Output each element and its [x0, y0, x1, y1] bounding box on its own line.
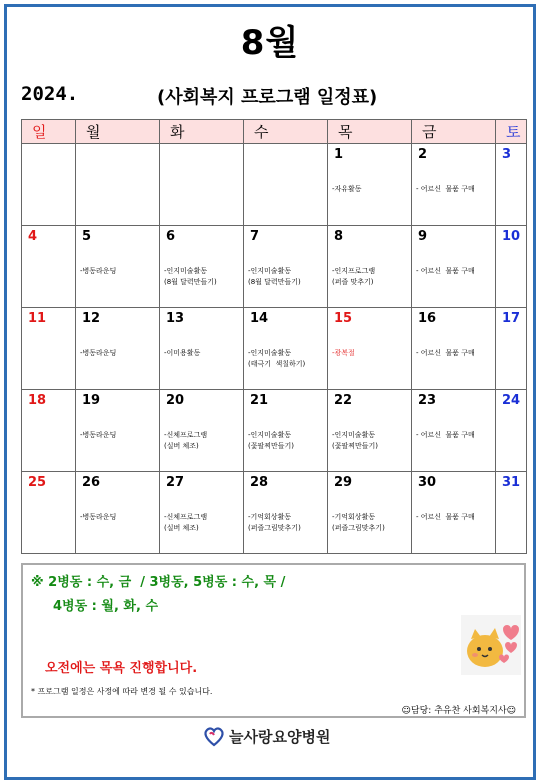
calendar-day-cell — [160, 308, 244, 390]
day-number: 1 — [334, 147, 344, 162]
day-number: 10 — [502, 229, 521, 244]
day-event: -인지미술활동 (8월 달력만들기) — [248, 267, 301, 286]
calendar-day-cell — [412, 472, 496, 554]
weekday-header-row — [22, 120, 527, 144]
calendar-day-cell — [412, 226, 496, 308]
day-number: 27 — [166, 475, 185, 490]
calendar-day-cell — [76, 390, 160, 472]
day-number: 14 — [250, 311, 269, 326]
day-number: 18 — [28, 393, 47, 408]
day-number: 9 — [418, 229, 428, 244]
day-event: - 어르신 물품 구매 — [416, 431, 475, 439]
calendar-week-row — [22, 226, 527, 308]
day-event: -신체프로그램 (실버 체조) — [164, 513, 208, 532]
day-number: 8 — [334, 229, 344, 244]
calendar-table — [21, 119, 527, 554]
calendar-week-row — [22, 308, 527, 390]
day-event: -기억회상활동 (퍼즐그림맞추기) — [332, 513, 385, 532]
calendar-day-cell — [244, 390, 328, 472]
weekday-fri: 금 — [412, 120, 496, 144]
day-number: 12 — [82, 311, 101, 326]
day-number: 15 — [334, 311, 353, 326]
day-event: -병동라운딩 — [80, 267, 117, 275]
day-number: 4 — [28, 229, 38, 244]
weekday-sun: 일 — [22, 120, 76, 144]
day-number: 31 — [502, 475, 521, 490]
heart-logo-icon — [203, 725, 225, 747]
hospital-logo — [203, 724, 353, 748]
day-event: -이미용활동 — [164, 349, 201, 357]
day-number: 17 — [502, 311, 521, 326]
calendar-day-cell — [22, 390, 76, 472]
calendar-day-cell — [328, 472, 412, 554]
calendar-week-row — [22, 390, 527, 472]
day-number: 25 — [28, 475, 47, 490]
calendar-day-cell — [496, 144, 527, 226]
cartoon-character-sticker-icon — [461, 615, 521, 675]
day-event: -광복절 — [332, 349, 355, 357]
day-number: 22 — [334, 393, 353, 408]
day-event: - 어르신 물품 구매 — [416, 513, 475, 521]
calendar-day-cell — [160, 390, 244, 472]
ward-schedule-line1: ※ 2병동 : 수, 금 / 3병동, 5병동 : 수, 목 / — [31, 575, 286, 590]
day-event: -인지미술활동 (꽃팔찌만들기) — [248, 431, 295, 450]
calendar-day-cell — [496, 226, 527, 308]
calendar-day-cell — [412, 308, 496, 390]
day-event: - 어르신 물품 구매 — [416, 185, 475, 193]
calendar-day-cell — [412, 390, 496, 472]
year-label: 2024. — [21, 83, 79, 105]
calendar-day-cell — [244, 308, 328, 390]
calendar-week-row — [22, 144, 527, 226]
calendar-day-cell — [496, 390, 527, 472]
calendar-day-cell — [22, 144, 76, 226]
day-event: -병동라운딩 — [80, 431, 117, 439]
hospital-name: 늘사랑요양병원 — [229, 727, 331, 746]
day-event: -기억회상활동 (퍼즐그림맞추기) — [248, 513, 301, 532]
calendar-day-cell — [76, 144, 160, 226]
calendar-day-cell — [244, 226, 328, 308]
day-number: 13 — [166, 311, 185, 326]
day-number: 2 — [418, 147, 428, 162]
calendar-week-row — [22, 472, 527, 554]
weekday-mon: 월 — [76, 120, 160, 144]
calendar-day-cell — [244, 472, 328, 554]
weekday-tue: 화 — [160, 120, 244, 144]
day-number: 30 — [418, 475, 437, 490]
day-number: 26 — [82, 475, 101, 490]
day-number: 11 — [28, 311, 47, 326]
notes-box — [21, 563, 526, 718]
day-event: -인지미술활동 (태극기 색칠하기) — [248, 349, 306, 368]
day-number: 20 — [166, 393, 185, 408]
day-number: 7 — [250, 229, 260, 244]
calendar-day-cell — [496, 308, 527, 390]
day-event: -인지프로그램 (퍼즐 맞추기) — [332, 267, 376, 286]
day-number: 29 — [334, 475, 353, 490]
day-number: 21 — [250, 393, 269, 408]
day-number: 24 — [502, 393, 521, 408]
day-event: - 어르신 물품 구매 — [416, 349, 475, 357]
calendar-day-cell — [160, 226, 244, 308]
day-number: 3 — [502, 147, 512, 162]
page-frame — [4, 4, 536, 780]
schedule-disclaimer: * 프로그램 일정은 사정에 따라 변경 될 수 있습니다. — [31, 687, 213, 696]
ward-schedule-line2: 4병동 : 월, 화, 수 — [53, 599, 159, 614]
day-event: - 어르신 물품 구매 — [416, 267, 475, 275]
calendar-day-cell — [22, 472, 76, 554]
day-event: -병동라운딩 — [80, 513, 117, 521]
contact-person: ☺담당: 추유찬 사회복지사☺ — [401, 706, 516, 716]
day-number: 16 — [418, 311, 437, 326]
calendar-day-cell — [22, 308, 76, 390]
day-number: 23 — [418, 393, 437, 408]
calendar-day-cell — [328, 226, 412, 308]
calendar-day-cell — [244, 144, 328, 226]
calendar-day-cell — [160, 472, 244, 554]
calendar-day-cell — [412, 144, 496, 226]
calendar-day-cell — [496, 472, 527, 554]
month-title: 8월 — [240, 23, 300, 63]
calendar-day-cell — [76, 226, 160, 308]
day-number: 5 — [82, 229, 92, 244]
weekday-thu: 목 — [328, 120, 412, 144]
weekday-wed: 수 — [244, 120, 328, 144]
day-event: -인지미술활동 (꽃팔찌만들기) — [332, 431, 379, 450]
schedule-subtitle: (사회복지 프로그램 일정표) — [157, 87, 378, 108]
weekday-sat: 토 — [496, 120, 527, 144]
calendar-day-cell — [22, 226, 76, 308]
day-number: 6 — [166, 229, 176, 244]
bath-notice: 오전에는 목욕 진행합니다. — [45, 661, 198, 676]
calendar-day-cell — [328, 144, 412, 226]
day-event: -병동라운딩 — [80, 349, 117, 357]
calendar-day-cell — [76, 308, 160, 390]
day-event: -신체프로그램 (실버 체조) — [164, 431, 208, 450]
day-number: 19 — [82, 393, 101, 408]
calendar-day-cell — [76, 472, 160, 554]
calendar-day-cell — [328, 308, 412, 390]
day-event: -자유활동 — [332, 185, 362, 193]
day-number: 28 — [250, 475, 269, 490]
calendar-day-cell — [160, 144, 244, 226]
calendar-day-cell — [328, 390, 412, 472]
day-event: -인지미술활동 (8월 달력만들기) — [164, 267, 217, 286]
